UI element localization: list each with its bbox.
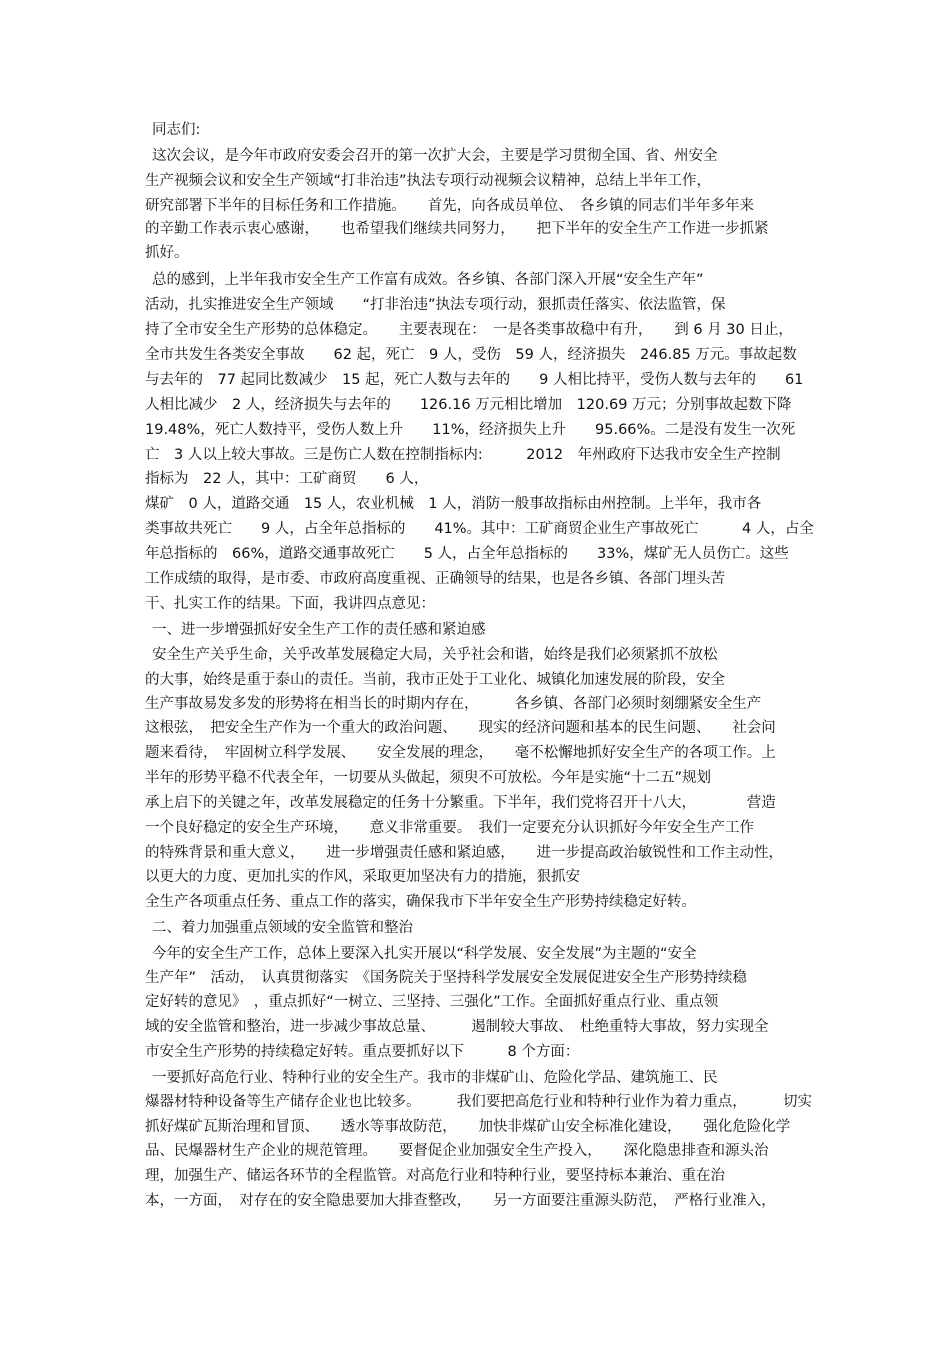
paragraph-line: 亡 3 人以上较大事故。三是伤亡人数在控制指标内: 2012 年州政府下达我市安全生产控制	[145, 447, 781, 463]
paragraph-line: 定好转的意见》 ，重点抓好“一树立、三坚持、三强化”工作。全面抓好重点行业、重点领	[145, 994, 719, 1010]
paragraph-line: 总的感到，上半年我市安全生产工作富有成效。各乡镇、各部门深入开展“安全生产年”	[152, 272, 704, 288]
paragraph-line: 域的安全监管和整治，进一步减少事故总量、 遏制较大事故、 杜绝重特大事故，努力实现全	[145, 1019, 769, 1035]
paragraph-line: 市安全生产形势的持续稳定好转。重点要抓好以下 8 个方面：	[145, 1044, 580, 1060]
paragraph-line: 生产事故易发多发的形势将在相当长的时期内存在， 各乡镇、各部门必须时刻绷紧安全生产	[145, 696, 762, 712]
paragraph-line: 指标为 22 人，其中：工矿商贸 6 人，	[145, 471, 429, 487]
paragraph-line: 这根弦， 把安全生产作为一个重大的政治问题、 现实的经济问题和基本的民生问题、 社会问	[145, 720, 776, 736]
paragraph-line: 的辛勤工作表示衷心感谢， 也希望我们继续共同努力， 把下半年的安全生产工作进一步抓紧	[145, 221, 769, 237]
paragraph-line: 工作成绩的取得，是市委、市政府高度重视、正确领导的结果，也是各乡镇、各部门埋头苦	[145, 571, 725, 587]
paragraph-line: 题来看待， 牢固树立科学发展、 安全发展的理念， 毫不松懈地抓好安全生产的各项工作。上	[145, 745, 776, 761]
paragraph-line: 的大事，始终是重于泰山的责任。当前，我市正处于工业化、城镇化加速发展的阶段，安全	[145, 672, 725, 688]
paragraph-line: 全市共发生各类安全事故 62 起，死亡 9 人，受伤 59 人，经济损失 246.85 万元。事故起数	[145, 347, 797, 363]
paragraph-line: 承上启下的关键之年，改革发展稳定的任务十分繁重。下半年，我们党将召开十八大， 营造	[145, 795, 776, 811]
paragraph-line: 品、民爆器材生产企业的规范管理。 要督促企业加强安全生产投入， 深化隐患排查和源头治	[145, 1143, 769, 1159]
paragraph-line: 半年的形势平稳不代表全年，一切要从头做起，须臾不可放松。今年是实施“十二五”规划	[145, 770, 712, 786]
paragraph-line: 生产视频会议和安全生产领域“打非治违”执法专项行动视频会议精神，总结上半年工作，	[145, 173, 712, 189]
paragraph-line: 爆器材特种设备等生产储存企业也比较多。 我们要把高危行业和特种行业作为着力重点， 切实	[145, 1094, 812, 1110]
paragraph-line: 抓好煤矿瓦斯治理和冒顶、 透水等事故防范， 加快非煤矿山安全标准化建设， 强化危险化学	[145, 1119, 791, 1135]
paragraph-line: 本，一方面， 对存在的安全隐患要加大排查整改， 另一方面要注重源头防范， 严格行业准入，	[145, 1193, 776, 1209]
paragraph-line: 一个良好稳定的安全生产环境， 意义非常重要。 我们一定要充分认识抓好今年安全生产工作	[145, 820, 754, 836]
paragraph-line: 安全生产关乎生命，关乎改革发展稳定大局，关乎社会和谐，始终是我们必须紧抓不放松	[152, 647, 718, 663]
paragraph-line: 活动，扎实推进安全生产领域 “打非治违”执法专项行动，狠抓责任落实、依法监管，保	[145, 297, 726, 313]
paragraph-line: 今年的安全生产工作，总体上要深入扎实开展以“科学发展、安全发展”为主题的“安全	[152, 946, 697, 962]
salutation: 同志们:	[152, 122, 201, 138]
paragraph-line: 人相比减少 2 人，经济损失与去年的 126.16 万元相比增加 120.69 万元；分别事故起数下降	[145, 397, 792, 413]
paragraph-line: 类事故共死亡 9 人，占全年总指标的 41%。其中：工矿商贸企业生产事故死亡 4 人，占全	[145, 521, 814, 537]
paragraph-line: 以更大的力度、更加扎实的作风，采取更加坚决有力的措施，狠抓安	[145, 869, 580, 885]
paragraph-line: 干、扎实工作的结果。下面，我讲四点意见：	[145, 596, 435, 612]
paragraph-line: 这次会议，是今年市政府安委会召开的第一次扩大会，主要是学习贯彻全国、省、州安全	[152, 148, 718, 164]
paragraph-line: 生产年” 活动， 认真贯彻落实 《国务院关于坚持科学发展安全发展促进安全生产形势持续稳	[145, 970, 748, 986]
paragraph-line: 年总指标的 66%，道路交通事故死亡 5 人，占全年总指标的 33%，煤矿无人员伤亡。这些	[145, 546, 789, 562]
paragraph-line: 19.48%，死亡人数持平，受伤人数上升 11%，经济损失上升 95.66%。二是没有发生一次死	[145, 422, 796, 438]
section-heading: 二、着力加强重点领域的安全监管和整治	[152, 920, 413, 936]
paragraph-line: 的特殊背景和重大意义， 进一步增强责任感和紧迫感， 进一步提高政治敏锐性和工作主动性，	[145, 845, 783, 861]
section-heading: 一、进一步增强抓好安全生产工作的责任感和紧迫感	[152, 622, 486, 638]
paragraph-line: 抓好。	[145, 245, 189, 261]
paragraph-line: 煤矿 0 人，道路交通 15 人，农业机械 1 人，消防一般事故指标由州控制。上半年，我市各	[145, 496, 762, 512]
paragraph-line: 与去年的 77 起同比数减少 15 起，死亡人数与去年的 9 人相比持平，受伤人数与去年的 61	[145, 372, 804, 388]
paragraph-line: 研究部署下半年的目标任务和工作措施。 首先，向各成员单位、 各乡镇的同志们半年多年来	[145, 198, 754, 214]
paragraph-line: 持了全市安全生产形势的总体稳定。 主要表现在： 一是各类事故稳中有升， 到 6 月 30 日止，	[145, 322, 793, 338]
paragraph-line: 全生产各项重点任务、重点工作的落实，确保我市下半年安全生产形势持续稳定好转。	[145, 894, 696, 910]
paragraph-line: 理，加强生产、储运各环节的全程监管。对高危行业和特种行业，要坚持标本兼治、重在治	[145, 1168, 725, 1184]
paragraph-line: 一要抓好高危行业、特种行业的安全生产。我市的非煤矿山、危险化学品、建筑施工、民	[152, 1070, 718, 1086]
